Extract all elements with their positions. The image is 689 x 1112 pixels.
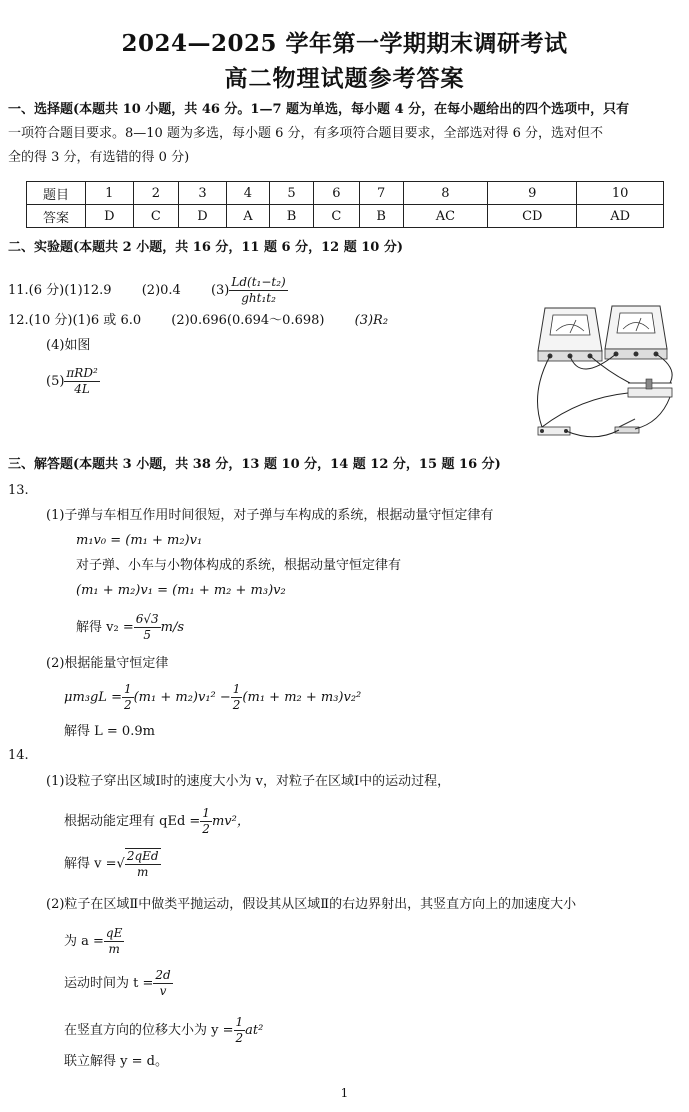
answer-row — [27, 205, 664, 228]
q13-solve: 解得 v₂ = $\frac{6√3}{5}$ m/s — [76, 612, 185, 642]
question-cell: 3 — [179, 182, 227, 205]
q14-part1: (1)设粒子穿出区域Ⅰ时的速度大小为 v，对粒子在区域Ⅰ中的运动过程， — [46, 774, 451, 789]
answer-cell: D — [86, 205, 134, 228]
q12-fraction: $\frac{\text{πRD²}}{4L}$ — [66, 366, 98, 396]
answer-cell: B — [270, 205, 314, 228]
section2-heading: 二、实验题(本题共 2 小题，共 16 分，11 题 6 分，12 题 10 分) — [8, 240, 404, 255]
q13-part1: (1)子弹与车相互作用时间很短，对子弹与车构成的系统，根据动量守恒定律有 — [46, 508, 494, 523]
battery-icon — [538, 427, 570, 435]
q14-velocity: 解得 v =√ $\frac{\text{2qEd}}{m}$ — [64, 849, 159, 879]
question-cell: 1 — [86, 182, 134, 205]
switch-icon — [615, 419, 639, 433]
section1-line2: 一项符合题目要求。8—10 题为多选，每小题 6 分，有多项符合题目要求，全部选对得 6 分，选对但不 — [8, 126, 604, 141]
section1-line3: 全的得 3 分，有选错的得 0 分) — [8, 150, 190, 165]
q13-result: 解得 L = 0.9m — [64, 724, 155, 739]
answer-cell: D — [179, 205, 227, 228]
question-cell: 9 — [488, 182, 577, 205]
ammeter-icon — [605, 306, 667, 359]
answer-cell: CD — [488, 205, 577, 228]
q14-result: 联立解得 y = d。 — [64, 1054, 168, 1069]
answer-cell: C — [314, 205, 360, 228]
answer-cell: A — [226, 205, 269, 228]
question-cell: 8 — [403, 182, 488, 205]
page-number: 1 — [340, 1086, 349, 1100]
q13-part1b: 对子弹、小车与小物体构成的系统，根据动量守恒定律有 — [76, 558, 402, 573]
q13-eq2: (m₁ + m₂)v₁ = (m₁ + m₂ + m₃)v₂ — [76, 583, 286, 598]
circuit-diagram — [520, 303, 680, 443]
answer-table — [26, 181, 664, 228]
q11-answer: 11.(6 分)(1)12.9 (2)0.4 (3) $\frac{\text{Ld(t₁−t₂)}}{\text{ght₁t₂}}$ — [8, 275, 286, 305]
question-cell: 4 — [226, 182, 269, 205]
question-cell: 5 — [270, 182, 314, 205]
page-title: 2024—2025 学年第一学期期末调研考试 — [121, 30, 568, 57]
question-cell: 7 — [359, 182, 403, 205]
q14-time: 运动时间为 t = $\frac{2d}{v}$ — [64, 968, 171, 998]
q13-number: 13. — [8, 483, 29, 498]
answer-cell: AD — [577, 205, 664, 228]
rheostat-icon — [628, 379, 672, 397]
section1-heading: 一、选择题(本题共 10 小题，共 46 分。1—7 题为单选，每小题 4 分，在每小题给出的四个选项中，只有 — [8, 102, 630, 117]
row-label: 题目 — [27, 182, 86, 205]
q14-displacement: 在竖直方向的位移大小为 y = $\frac{1}{2}$ at² — [64, 1015, 264, 1045]
section3-heading: 三、解答题(本题共 3 小题，共 38 分，13 题 10 分，14 题 12 分，15 题 16 分) — [8, 457, 501, 472]
q14-acceleration: 为 a = $\frac{qE}{m}$ — [64, 926, 123, 956]
voltmeter-icon — [538, 308, 602, 361]
q12-answer: 12.(10 分)(1)6 或 6.0 (2)0.696(0.694～0.698) (3)R₂ — [8, 313, 389, 328]
q13-eq1: m₁v₀ = (m₁ + m₂)v₁ — [76, 533, 203, 548]
q14-energy-eq: 根据动能定理有 qEd = $\frac{1}{2}$ mv²， — [64, 806, 250, 836]
row-label: 答案 — [27, 205, 86, 228]
q12-part4: (4)如图 — [46, 338, 91, 353]
question-cell: 10 — [577, 182, 664, 205]
answer-cell: B — [359, 205, 403, 228]
question-row — [27, 182, 664, 205]
answer-cell: AC — [403, 205, 488, 228]
q13-eq3: μm₃gL = $\frac{1}{2}$ (m₁ + m₂)v₁² − $\frac{1}{2}$ (m₁ + m₂ + m₃)v₂² — [64, 682, 362, 712]
q12-part5: (5) $\frac{\text{πRD²}}{4L}$ — [46, 366, 98, 396]
q13-part2: (2)根据能量守恒定律 — [46, 656, 169, 671]
q14-part2: (2)粒子在区域Ⅱ中做类平抛运动，假设其从区域Ⅱ的右边界射出，其竖直方向上的加速度大小 — [46, 897, 577, 912]
q14-number: 14. — [8, 748, 29, 763]
page-subtitle: 高二物理试题参考答案 — [224, 65, 465, 92]
question-cell: 6 — [314, 182, 360, 205]
question-cell: 2 — [133, 182, 179, 205]
q11-fraction: $\frac{\text{Ld(t₁−t₂)}}{\text{ght₁t₂}}$ — [231, 275, 286, 305]
answer-cell: C — [133, 205, 179, 228]
